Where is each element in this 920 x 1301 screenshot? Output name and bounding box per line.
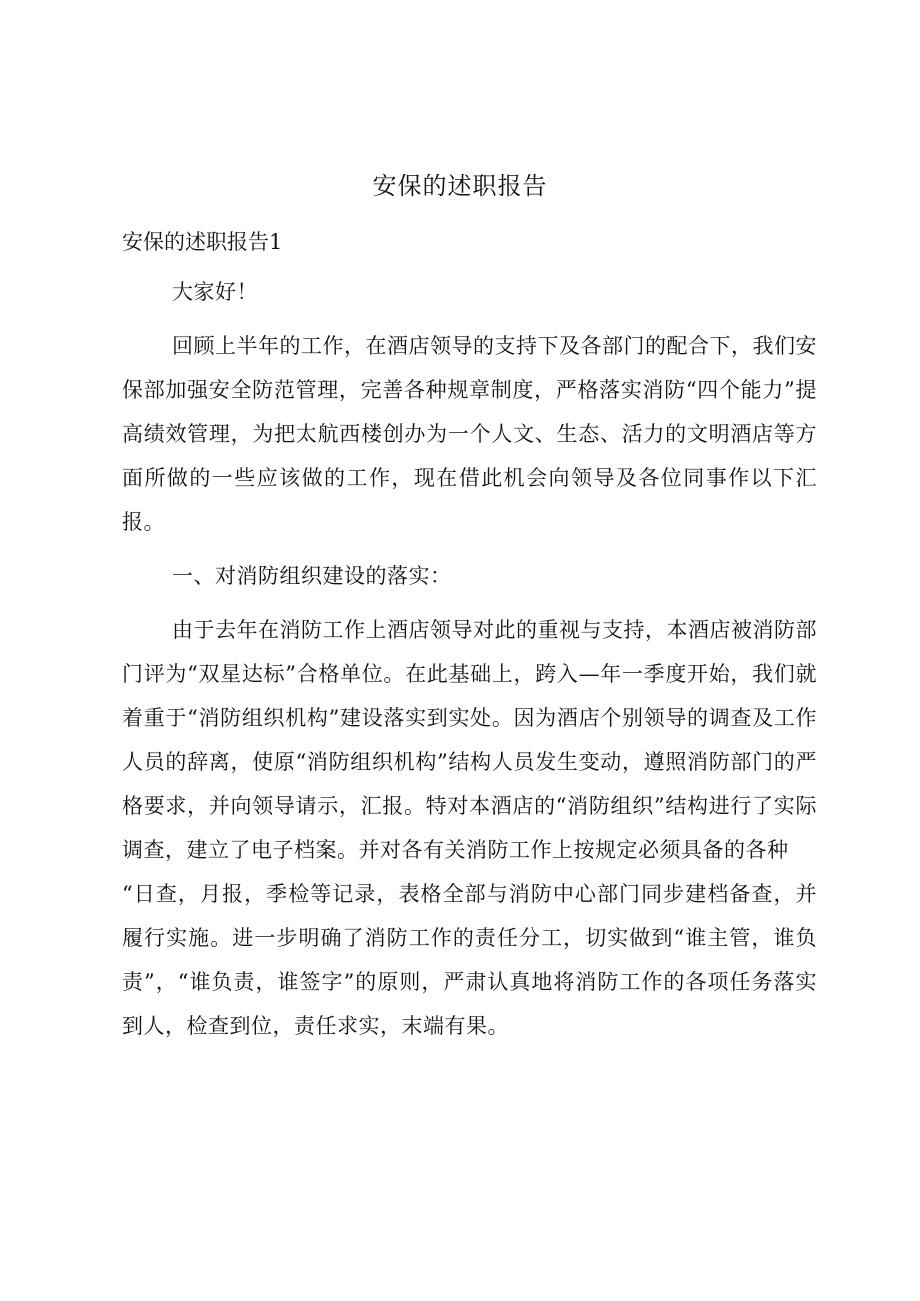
section-heading: 安保的述职报告1 [122, 230, 283, 254]
greeting-paragraph: 大家好！ [172, 280, 258, 304]
subsection-heading: 一、对消防组织建设的落实： [172, 564, 452, 588]
body-paragraph-continued: “日查，月报，季检等记录，表格全部与消防中心部门同步建档备查，并履行实施。进一步明确了消防工作的责任分工，切实做到“谁主管，谁负责”，“谁负责，谁签字”的原则，严肃认真地将消防工作的各项任务落实到人，检查到位，责任求实，末端有果。 [122, 882, 817, 1038]
intro-paragraph: 回顾上半年的工作，在酒店领导的支持下及各部门的配合下，我们安保部加强安全防范管理，完善各种规章制度，严格落实消防“四个能力”提高绩效管理，为把太航西楼创办为一个人文、生态、活力的文明酒店等方面所做的一些应该做的工作，现在借此机会向领导及各位同事作以下汇报。 [122, 334, 817, 534]
document-title: 安保的述职报告 [372, 172, 548, 200]
document-body [122, 270, 817, 1058]
body-paragraph: 由于去年在消防工作上酒店领导对此的重视与支持，本酒店被消防部门评为“双星达标”合格单位。在此基础上，跨入—年一季度开始，我们就着重于“消防组织机构”建设落实到实处。因为酒店个别领导的调查及工作人员的辞离，使原“消防组织机构”结构人员发生变动，遵照消防部门的严格要求，并向领导请示，汇报。特对本酒店的“消防组织”结构进行了实际调查，建立了电子档案。并对各有关消防工作上按规定必须具备的各种 [122, 618, 817, 862]
